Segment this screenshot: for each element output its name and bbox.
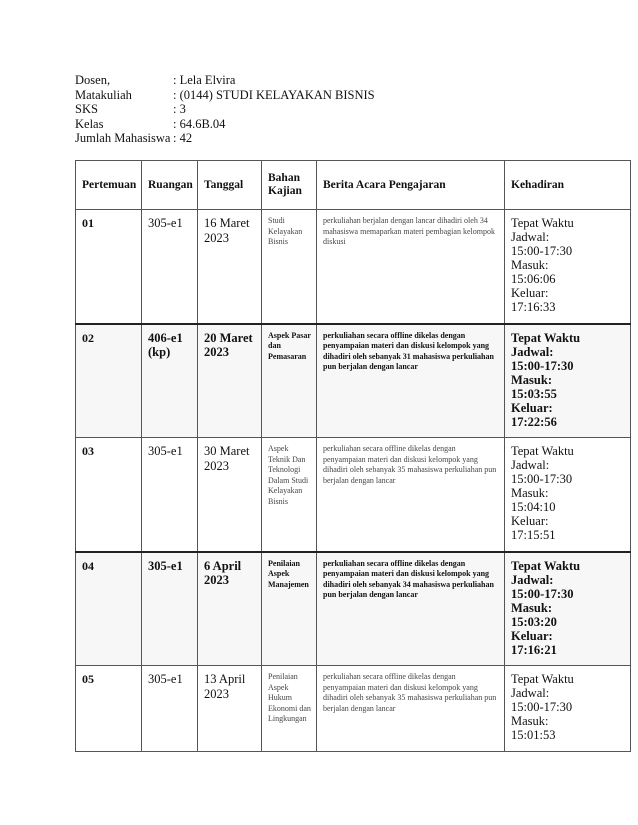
schedule-time: 15:00-17:30	[511, 586, 574, 601]
info-label: Dosen,	[75, 73, 111, 87]
room-cell: 305-e1	[142, 210, 198, 324]
info-value: : 3	[173, 102, 186, 116]
meeting-number: 05	[76, 666, 142, 752]
col-header-report: Berita Acara Pengajaran	[317, 161, 505, 210]
attendance-status: Tepat Waktu	[511, 444, 574, 458]
date-cell: 13 April 2023	[198, 666, 262, 752]
info-row-class	[75, 117, 375, 132]
info-label: Matakuliah	[75, 87, 132, 102]
room-cell: 305-e1	[142, 666, 198, 752]
schedule-time: 15:00-17:30	[511, 358, 574, 373]
schedule-label: Jadwal:	[511, 458, 550, 472]
report-cell: perkuliahan berjalan dengan lancar dihadiri oleh 34 mahasiswa memaparkan materi pembagian kelompok diskusi	[317, 210, 505, 324]
info-row-course	[75, 88, 375, 103]
report-cell: perkuliahan secara offline dikelas dengan penyampaian materi dan diskusi kelompok yang dihadiri oleh sebanyak 35 mahasiswa perkuliahan pun berjalan dengan lancar	[317, 438, 505, 552]
table-header-row	[76, 161, 631, 210]
check-in-label: Masuk:	[511, 714, 549, 728]
date-cell: 16 Maret 2023	[198, 210, 262, 324]
topic-cell: Penilaian Aspek Manajemen	[262, 552, 317, 666]
info-value: : 64.6B.04	[173, 116, 226, 131]
meetings-table	[75, 160, 631, 752]
table-row	[76, 438, 631, 552]
schedule-time: 15:00-17:30	[511, 244, 573, 258]
date-cell: 30 Maret 2023	[198, 438, 262, 552]
attendance-cell	[505, 324, 631, 438]
room-cell: 305-e1	[142, 438, 198, 552]
check-out-label: Keluar:	[511, 514, 549, 528]
check-in-label: Masuk:	[511, 258, 549, 272]
col-header-attendance: Kehadiran	[505, 161, 631, 210]
meeting-number: 01	[76, 210, 142, 324]
check-out-label: Keluar:	[511, 400, 553, 415]
topic-cell: Aspek Teknik Dan Teknologi Dalam Studi Kelayakan Bisnis	[262, 438, 317, 552]
info-value: : (0144) STUDI KELAYAKAN BISNIS	[173, 87, 375, 102]
col-header-topic: Bahan Kajian	[262, 161, 317, 210]
col-header-meeting: Pertemuan	[76, 161, 142, 210]
schedule-label: Jadwal:	[511, 572, 554, 587]
meeting-number: 03	[76, 438, 142, 552]
attendance-cell	[505, 438, 631, 552]
table-row	[76, 324, 631, 438]
info-label: Kelas	[75, 116, 104, 131]
check-out-label: Keluar:	[511, 628, 553, 643]
topic-cell: Studi Kelayakan Bisnis	[262, 210, 317, 324]
course-info-header	[75, 73, 375, 146]
table-row	[76, 666, 631, 752]
schedule-time: 15:00-17:30	[511, 700, 573, 714]
check-in-label: Masuk:	[511, 372, 552, 387]
info-row-lecturer	[75, 73, 375, 88]
meeting-number: 04	[76, 552, 142, 666]
check-out-time: 17:15:51	[511, 528, 556, 542]
info-label: Jumlah Mahasiswa	[75, 131, 171, 145]
attendance-cell	[505, 666, 631, 752]
check-in-time: 15:01:53	[511, 728, 556, 742]
info-label: SKS	[75, 102, 98, 116]
schedule-label: Jadwal:	[511, 344, 554, 359]
check-in-time: 15:06:06	[511, 272, 556, 286]
attendance-cell	[505, 210, 631, 324]
topic-cell: Aspek Pasar dan Pemasaran	[262, 324, 317, 438]
info-value: : 42	[173, 131, 193, 145]
info-value: : Lela Elvira	[173, 73, 236, 87]
table-row	[76, 210, 631, 324]
check-out-time: 17:16:33	[511, 300, 556, 314]
schedule-label: Jadwal:	[511, 230, 550, 244]
attendance-status: Tepat Waktu	[511, 672, 574, 686]
schedule-label: Jadwal:	[511, 686, 550, 700]
check-out-time: 17:22:56	[511, 414, 557, 429]
schedule-time: 15:00-17:30	[511, 472, 573, 486]
report-cell: perkuliahan secara offline dikelas dengan penyampaian materi dan diskusi kelompok yang dihadiri oleh sebanyak 34 mahasiswa perkuliahan pun berjalan dengan lancar	[317, 552, 505, 666]
attendance-status: Tepat Waktu	[511, 558, 581, 573]
date-cell: 20 Maret 2023	[198, 324, 262, 438]
check-in-time: 15:03:55	[511, 386, 557, 401]
check-in-label: Masuk:	[511, 600, 552, 615]
info-row-students	[75, 131, 375, 146]
col-header-room: Ruangan	[142, 161, 198, 210]
check-in-time: 15:04:10	[511, 500, 556, 514]
info-row-credits	[75, 102, 375, 117]
check-in-time: 15:03:20	[511, 614, 557, 629]
attendance-status: Tepat Waktu	[511, 330, 581, 345]
topic-cell: Penilaian Aspek Hukum Ekonomi dan Lingkungan	[262, 666, 317, 752]
room-cell: 406-e1 (kp)	[142, 324, 198, 438]
report-cell: perkuliahan secara offline dikelas dengan penyampaian materi dan diskusi kelompok yang dihadiri oleh sebanyak 31 mahasiswa perkuliahan pun berjalan dengan lancar	[317, 324, 505, 438]
check-in-label: Masuk:	[511, 486, 549, 500]
table-row	[76, 552, 631, 666]
date-cell: 6 April 2023	[198, 552, 262, 666]
check-out-time: 17:16:21	[511, 642, 557, 657]
attendance-cell	[505, 552, 631, 666]
meeting-number: 02	[76, 324, 142, 438]
report-cell: perkuliahan secara offline dikelas dengan penyampaian materi dan diskusi kelompok yang dihadiri oleh sebanyak 35 mahasiswa perkuliahan pun berjalan dengan lancar	[317, 666, 505, 752]
col-header-date: Tanggal	[198, 161, 262, 210]
attendance-status: Tepat Waktu	[511, 216, 574, 230]
room-cell: 305-e1	[142, 552, 198, 666]
check-out-label: Keluar:	[511, 286, 549, 300]
